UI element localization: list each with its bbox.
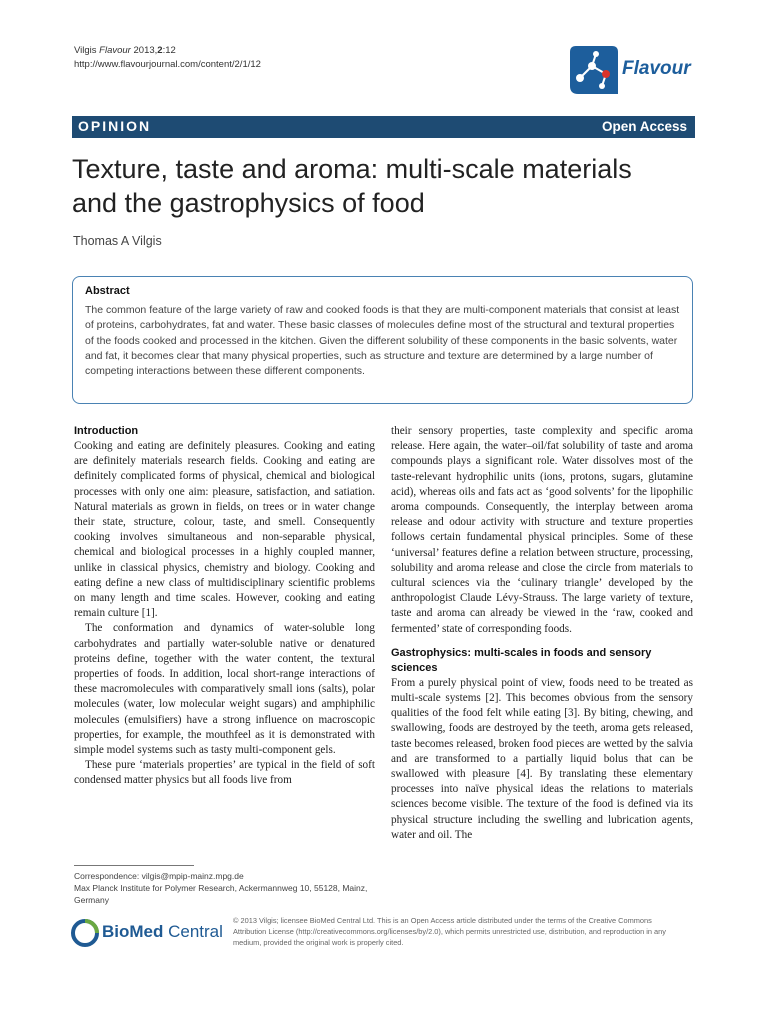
logo-text: Flavour bbox=[622, 58, 691, 79]
author-name: Thomas A Vilgis bbox=[73, 234, 162, 248]
title-line-2: and the gastrophysics of food bbox=[72, 188, 425, 218]
citation-year: 2013, bbox=[133, 45, 158, 56]
footnote-divider bbox=[74, 865, 194, 866]
correspondence-email[interactable]: Correspondence: vilgis@mpip-mainz.mpg.de bbox=[74, 871, 244, 881]
article-type-banner bbox=[72, 116, 695, 138]
citation-author: Vilgis bbox=[74, 45, 97, 56]
left-column bbox=[74, 424, 375, 789]
biomed-central-text: BioMed Central bbox=[102, 922, 223, 941]
flavour-logo bbox=[566, 44, 696, 96]
molecule-icon bbox=[566, 44, 622, 96]
footnote bbox=[74, 870, 379, 906]
abstract-text: The common feature of the large variety of raw and cooked foods is that they are multi-component materials that consist at least of proteins, carbohydrates, fat and water. These basic classes of molecules define most of the structural and textural properties of the foods cooked and processed in the kitchen. Given the different solubility of these components in the basic solvents, water and fat, it becomes clear that many physical properties, such as structure and texture are determined by a large number of competing interactions between these different components. bbox=[85, 304, 680, 378]
paragraph: their sensory properties, taste complexity and specific aroma release. Here again, the water–oil/fat solubility of taste and aroma compounds plays a significant role. Water dissolves most of the taste-relevant hydrophilic units (ions, protons, sugars, glutamine acid), whereas oils and fats act as ‘good solvents’ for the lipophilic aroma compounds. Consequently, the interplay between aroma release and odour activity with structure and texture properties follows certain fundamental physical principles. Some of these ‘universal’ features define a relation between structure, processing, solubility and aroma release and close the circle from materials to cultural sciences via the ‘culinary triangle’ developed by the anthropologist Claude Lévy-Strauss. The large variety of texture, taste and aroma can already be viewed in the ‘raw, cooked and fermented’ state of corresponding foods. bbox=[391, 425, 693, 635]
paragraph: From a purely physical point of view, foods need to be treated as multi-scale systems [2]. This becomes obvious from the sensory qualities of the food felt while eating [3]. By biting, chewing, and swallowing, foods are destroyed by the teeth, aroma gets released, taste becomes released, broken food pieces are wetted by the salvia and are transformed to a partially liquid bolus that can be swallowed with pleasure [4]. By translating these elementary processes into naïve physical ideas the relations to materials sciences become visible. The texture of the food is defined via its physical structure including the swelling and lubrication agents, water and oil. The bbox=[391, 676, 693, 841]
paragraph: Cooking and eating are definitely pleasures. Cooking and eating are definitely materials research fields. Cooking and eating are definitely complicated forms of physical, chemical and biological processes with only one aim: pleasure, satisfaction, and satiation. Natural materials as grown in fields, on trees or in water change their state, structure, colour, taste, and smell. Consequently cooking involves simultaneous and non-separable physical, chemical and biological processes in a highly coupled manner, unlike in classical physics, chemistry and biology. Cooking and eating define a new class of multidisciplinary scientific problems on many length and time scales. However, cooking and eating remain culture [1]. bbox=[74, 440, 375, 620]
biomed-central-logo bbox=[70, 918, 230, 948]
citation-journal: Flavour bbox=[99, 45, 131, 56]
abstract-heading: Abstract bbox=[85, 285, 130, 297]
abstract-box bbox=[72, 276, 693, 404]
introduction-heading: Introduction bbox=[74, 425, 139, 437]
article-url[interactable]: http://www.flavourjournal.com/content/2/1/12 bbox=[74, 59, 261, 70]
affiliation: Max Planck Institute for Polymer Research, Ackermannweg 10, 55128, Mainz, Germany bbox=[74, 883, 368, 905]
citation-line bbox=[74, 44, 261, 58]
open-access-label: Open Access bbox=[601, 119, 687, 134]
article-type-label: OPINION bbox=[78, 118, 152, 134]
title-line-1: Texture, taste and aroma: multi-scale materials bbox=[72, 154, 632, 184]
biomed-circle-icon bbox=[70, 918, 100, 948]
section-heading-gastrophysics: Gastrophysics: multi-scales in foods and sensory sciences bbox=[391, 646, 652, 674]
license-text: © 2013 Vilgis; licensee BioMed Central Ltd. This is an Open Access article distributed under the terms of the Creative Commons Attribution License (http://creativecommons.org/licenses/by/2.0), which permits unrestricted use, distribution, and reproduction in any medium, provided the original work is properly cited. bbox=[233, 916, 666, 947]
paragraph: These pure ‘materials properties’ are typical in the field of soft condensed matter physics but all foods live from bbox=[74, 759, 375, 787]
citation-volume: 2 bbox=[157, 45, 163, 56]
paragraph: The conformation and dynamics of water-soluble long carbohydrates and partially water-soluble native or denatured proteins define, together with the water content, the textural properties of foods. In addition, local short-range interactions of these macromolecules with comparatively small ions (salts), polar molecules (water, low molecular weight sugars) and amphiphilic molecules (emulsifiers) have a strong influence on macroscopic properties, for example, the mouthfeel as it is demonstrated with simple model systems such as tasty multi-component gels. bbox=[74, 622, 375, 757]
right-column bbox=[391, 424, 693, 843]
citation-article: :12 bbox=[162, 45, 176, 56]
citation-header bbox=[74, 44, 261, 72]
article-title bbox=[72, 152, 712, 220]
